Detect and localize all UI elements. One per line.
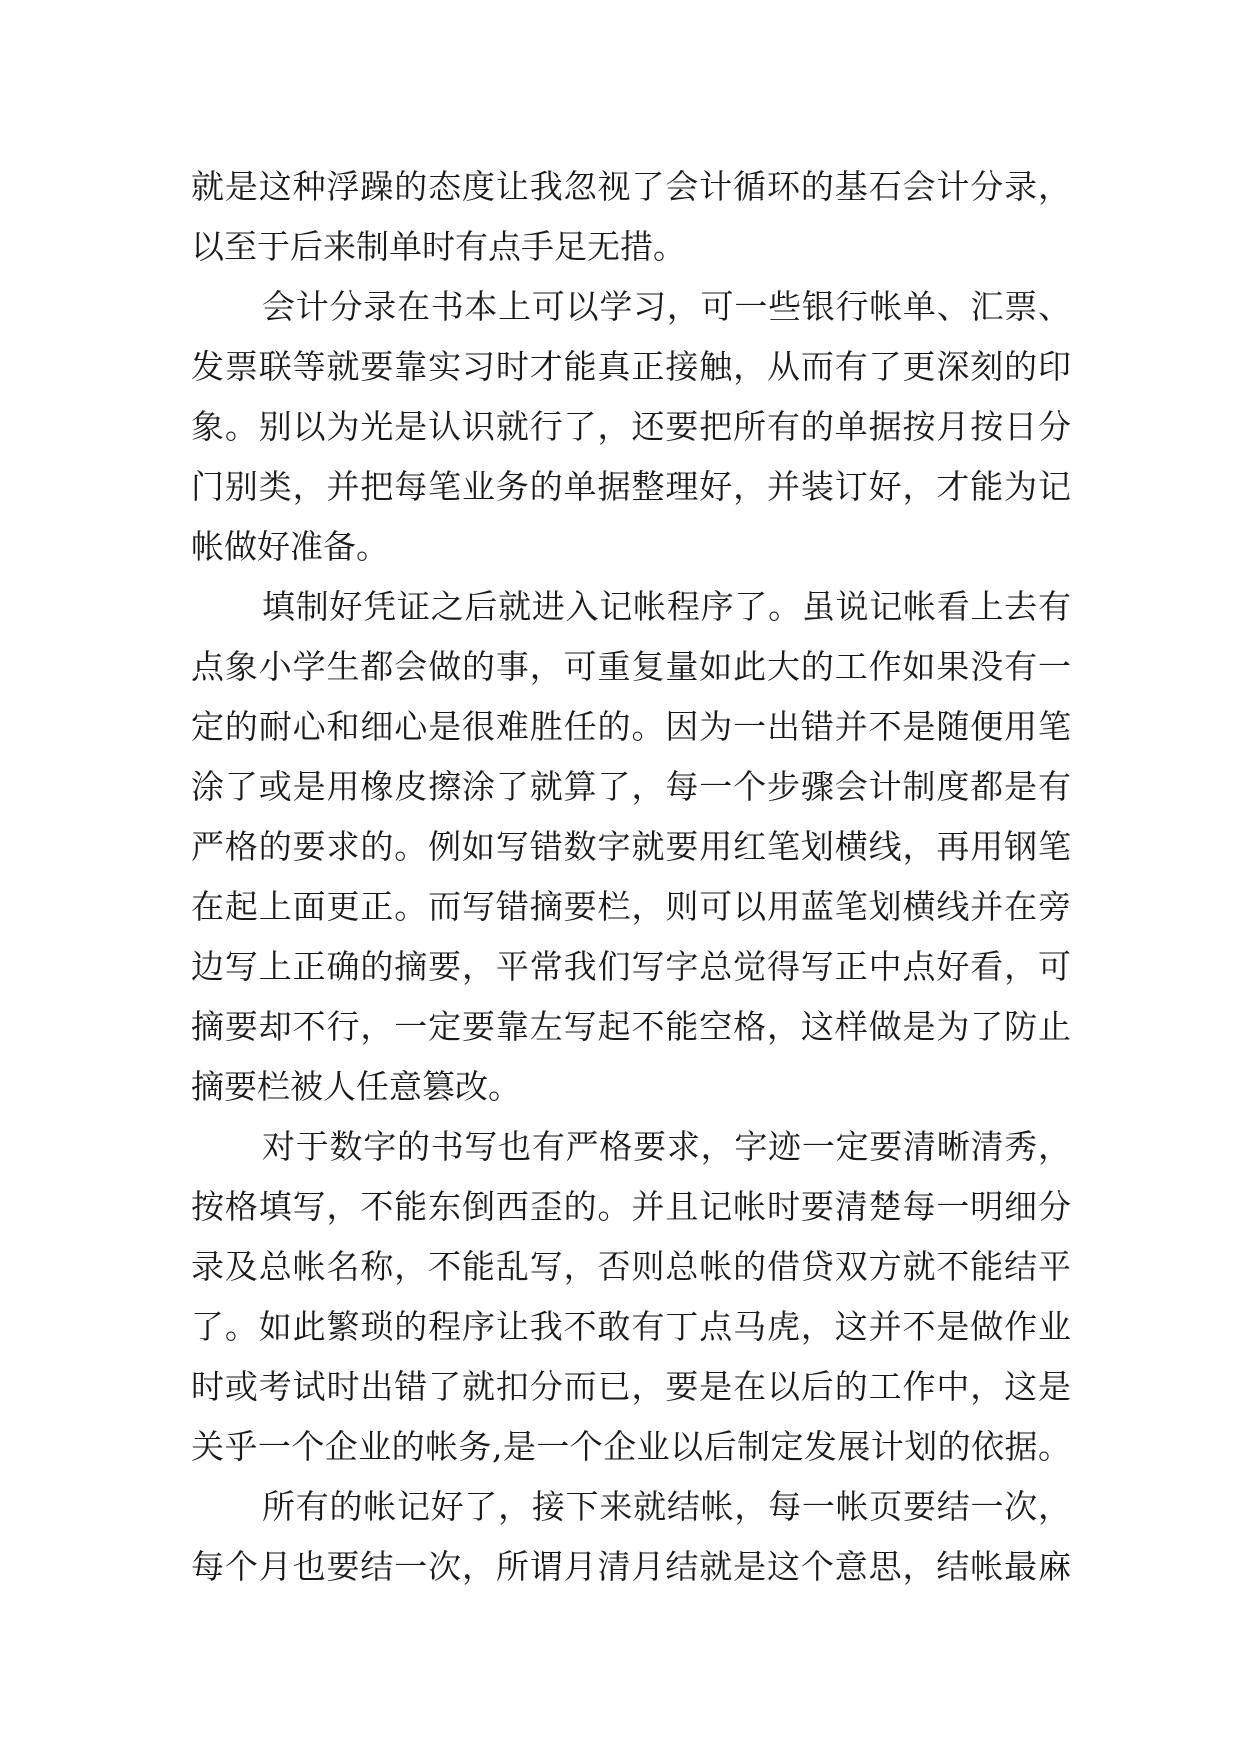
text-line: 录及总帐名称，不能乱写，否则总帐的借贷双方就不能结平: [191, 1247, 1071, 1286]
text-line: 发票联等就要靠实习时才能真正接触，从而有了更深刻的印: [191, 347, 1071, 386]
text-line: 会计分录在书本上可以学习，可一些银行帐单、汇票、: [262, 287, 1071, 326]
text-line: 按格填写，不能东倒西歪的。并且记帐时要清楚每一明细分: [191, 1187, 1071, 1226]
text-line: 对于数字的书写也有严格要求，字迹一定要清晰清秀，: [262, 1127, 1071, 1166]
text-line: 摘要却不行，一定要靠左写起不能空格，这样做是为了防止: [191, 1007, 1071, 1046]
text-line: 帐做好准备。: [191, 527, 389, 566]
text-line: 点象小学生都会做的事，可重复量如此大的工作如果没有一: [191, 647, 1071, 686]
text-line: 每个月也要结一次，所谓月清月结就是这个意思，结帐最麻: [191, 1547, 1071, 1586]
text-line: 所有的帐记好了，接下来就结帐，每一帐页要结一次，: [262, 1487, 1071, 1526]
text-line: 时或考试时出错了就扣分而已，要是在以后的工作中，这是: [191, 1367, 1071, 1406]
text-line: 门别类，并把每笔业务的单据整理好，并装订好，才能为记: [191, 467, 1071, 506]
text-line: 涂了或是用橡皮擦涂了就算了，每一个步骤会计制度都是有: [191, 767, 1071, 806]
text-line: 在起上面更正。而写错摘要栏，则可以用蓝笔划横线并在旁: [191, 887, 1071, 926]
text-line: 摘要栏被人任意篡改。: [191, 1067, 521, 1106]
text-line: 边写上正确的摘要，平常我们写字总觉得写正中点好看，可: [191, 947, 1071, 986]
text-line: 严格的要求的。例如写错数字就要用红笔划横线，再用钢笔: [191, 827, 1071, 866]
text-line: 定的耐心和细心是很难胜任的。因为一出错并不是随便用笔: [191, 707, 1071, 746]
text-line: 以至于后来制单时有点手足无措。: [191, 227, 686, 266]
body-text: [191, 157, 1071, 1597]
text-line: 关乎一个企业的帐务,是一个企业以后制定发展计划的依据。: [191, 1427, 1071, 1466]
text-line: 象。别以为光是认识就行了，还要把所有的单据按月按日分: [191, 407, 1071, 446]
text-line: 就是这种浮躁的态度让我忽视了会计循环的基石会计分录，: [191, 167, 1071, 206]
text-line: 填制好凭证之后就进入记帐程序了。虽说记帐看上去有: [262, 587, 1071, 626]
text-line: 了。如此繁琐的程序让我不敢有丁点马虎，这并不是做作业: [191, 1307, 1071, 1346]
